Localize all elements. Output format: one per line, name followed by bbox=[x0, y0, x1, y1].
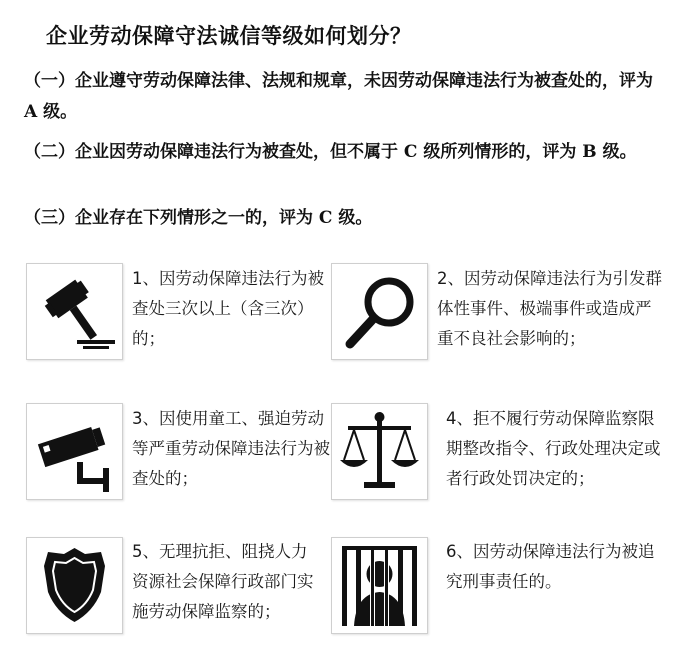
security-camera-icon bbox=[27, 404, 122, 499]
item-1-icon-box bbox=[26, 263, 123, 360]
item-4-icon-box bbox=[331, 403, 428, 500]
item-4-text: 4、拒不履行劳动保障监察限期整改指令、行政处理决定或者行政处罚决定的； bbox=[446, 409, 661, 488]
prison-bars-icon bbox=[332, 538, 427, 633]
page-title: 企业劳动保障守法诚信等级如何划分？ bbox=[46, 23, 412, 48]
item-5-text: 5、无理抗拒、阻挠人力资源社会保障行政部门实施劳动保障监察的； bbox=[132, 542, 314, 621]
gavel-icon bbox=[27, 264, 122, 359]
item-2-icon-box bbox=[331, 263, 428, 360]
police-badge-icon bbox=[27, 538, 122, 633]
paragraph-grade-b: （二）企业因劳动保障违法行为被查处，但不属于 C 级所列情形的，评为 B 级。 bbox=[24, 142, 637, 162]
item-3-icon-box bbox=[26, 403, 123, 500]
item-3-text: 3、因使用童工、强迫劳动等严重劳动保障违法行为被查处的； bbox=[132, 409, 330, 488]
item-6-icon-box bbox=[331, 537, 428, 634]
item-2-text: 2、因劳动保障违法行为引发群体性事件、极端事件或造成严重不良社会影响的； bbox=[437, 269, 662, 348]
item-5-icon-box bbox=[26, 537, 123, 634]
paragraph-grade-c: （三）企业存在下列情形之一的，评为 C 级。 bbox=[24, 208, 373, 228]
item-1-text: 1、因劳动保障违法行为被查处三次以上（含三次）的； bbox=[132, 269, 324, 348]
paragraph-grade-a: （一）企业遵守劳动保障法律、法规和规章，未因劳动保障违法行为被查处的，评为 A 级。 bbox=[24, 71, 653, 122]
magnifier-icon bbox=[332, 264, 427, 359]
scales-icon bbox=[332, 404, 427, 499]
item-6-text: 6、因劳动保障违法行为被追究刑事责任的。 bbox=[446, 542, 655, 591]
